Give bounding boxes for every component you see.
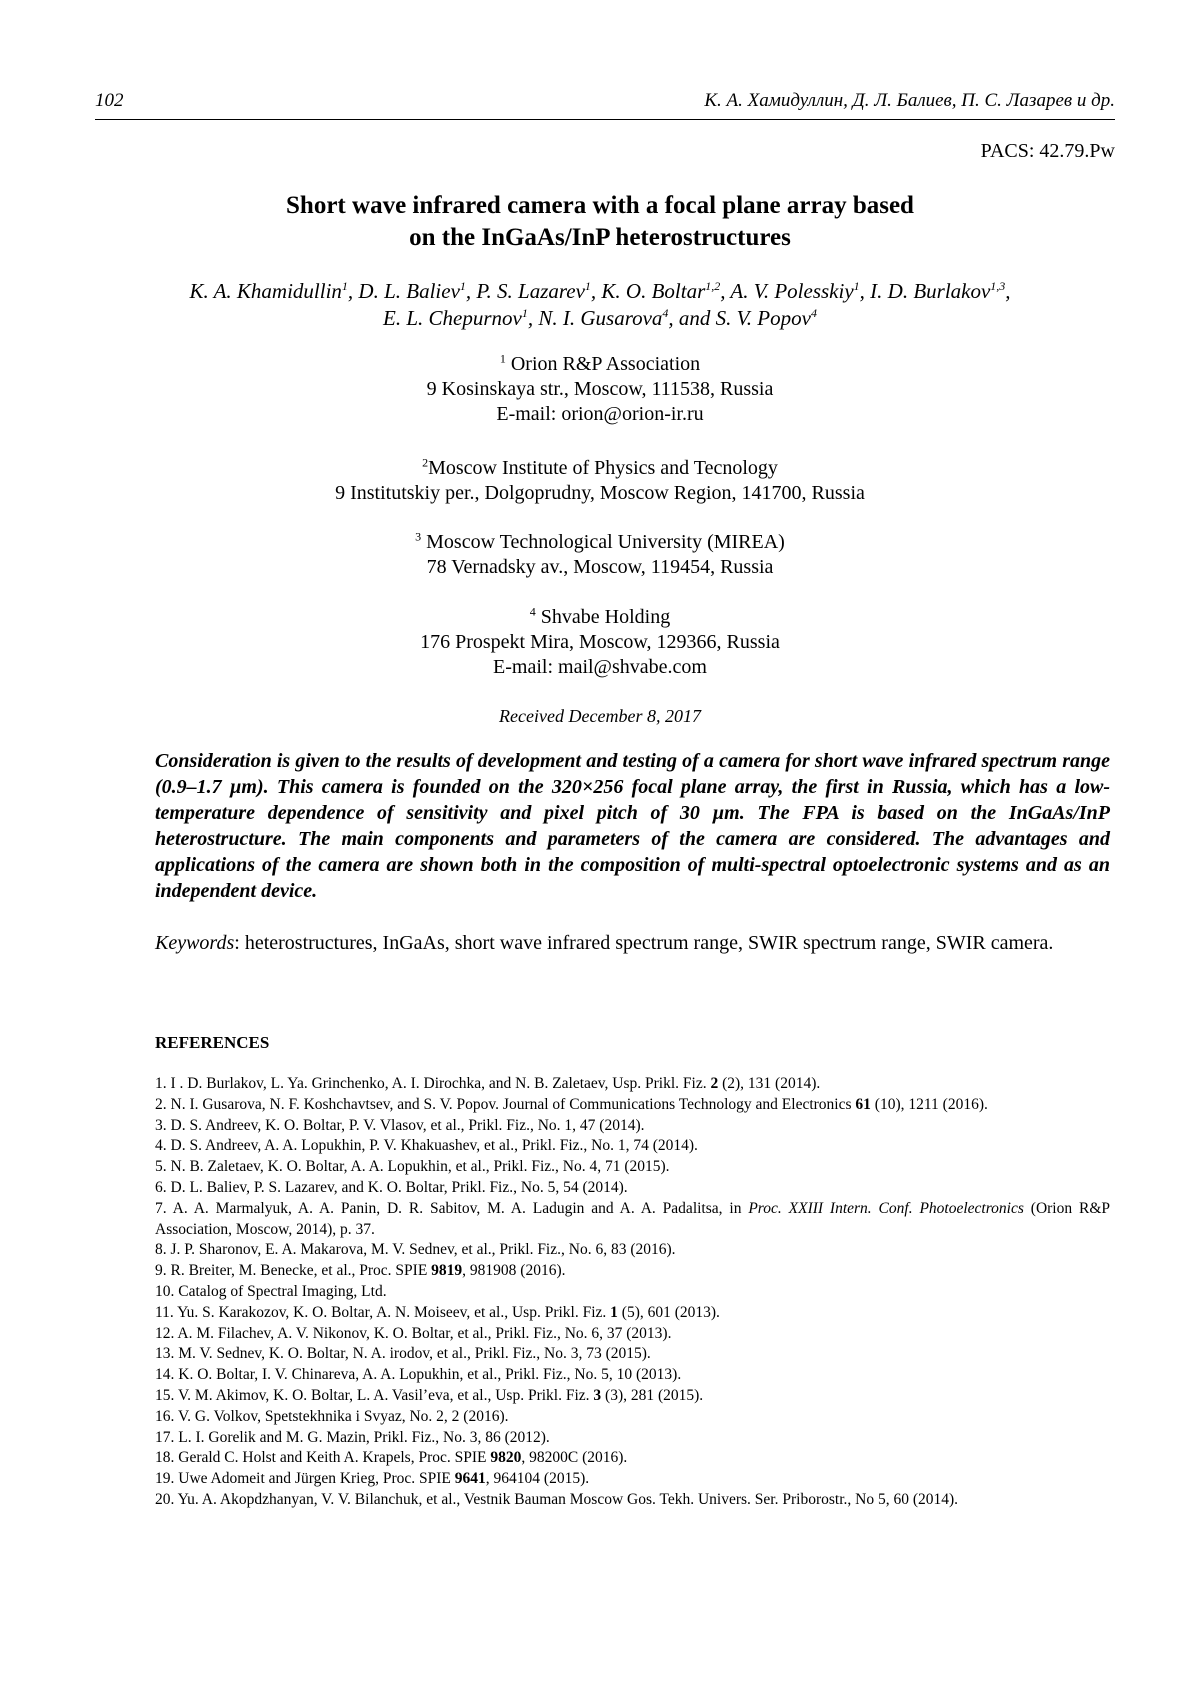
reference-text: 12. A. M. Filachev, A. V. Nikonov, K. O. Boltar, et al., Prikl. Fiz., No. 6, 37 (2013). (155, 1324, 672, 1342)
references-heading: REFERENCES (155, 1033, 270, 1052)
affiliation-4 (100, 605, 1100, 680)
affiliation-2 (100, 456, 1100, 506)
author-line-2: E. L. Chepurnov$^1$, N. I. Gusarova$^4$, and S. V. Popov$^4$ (383, 306, 817, 330)
affiliation-1 (100, 352, 1100, 427)
affiliation-number: 1 (499, 351, 506, 366)
reference-text: 2 (710, 1075, 719, 1092)
reference-text: , 98200C (2016). (521, 1449, 628, 1467)
page-number: 102 (95, 90, 124, 111)
author-line-1: K. A. Khamidullin$^1$, D. L. Baliev$^1$, P. S. Lazarev$^1$, K. O. Boltar$^{1,2}$, A. V. Polesskiy$^1$, I. D. Burlakov$^{1,3}$, (189, 279, 1011, 303)
reference-text: 3 (593, 1386, 602, 1404)
reference-text: 9819 (431, 1262, 463, 1280)
reference-item (155, 1095, 1110, 1116)
reference-text: 4. D. S. Andreev, A. A. Lopukhin, P. V. Khakuashev, et al., Prikl. Fiz., No. 1, 74 (2014). (155, 1137, 698, 1155)
reference-text: (2), 131 (2014). (718, 1075, 821, 1092)
reference-item (155, 1074, 1110, 1095)
affiliation-email: E-mail: mail@shvabe.com (493, 656, 707, 678)
reference-text: 9641 (454, 1470, 486, 1488)
author-affiliation: 1 (459, 279, 466, 293)
reference-item (155, 1116, 1110, 1137)
affiliation-address: 9 Kosinskaya str., Moscow, 111538, Russia (426, 378, 774, 400)
reference-text: Proc. XXIII Intern. Conf. Photoelectronics (748, 1199, 1024, 1217)
reference-text: (10), 1211 (2016). (870, 1095, 988, 1113)
affiliation-3 (100, 530, 1100, 580)
affiliation-name: Moscow Technological University (MIREA) (426, 531, 785, 553)
reference-text: 15. V. M. Akimov, K. O. Boltar, L. A. Vasil’eva, et al., Usp. Prikl. Fiz. (155, 1386, 594, 1404)
author-affiliation: 1 (521, 306, 528, 320)
reference-text: (3), 281 (2015). (601, 1386, 704, 1404)
reference-text: (Orion R&P Association, Moscow, 2014), p. 37. (155, 1199, 1110, 1238)
author-name: K. O. Boltar (601, 279, 706, 303)
reference-item (155, 1261, 1110, 1282)
author-name: A. V. Polesskiy (730, 279, 854, 303)
reference-item (155, 1136, 1110, 1157)
reference-item (155, 1324, 1110, 1345)
reference-item (155, 1386, 1110, 1407)
keywords-label: Keywords (155, 932, 235, 954)
received-date: Received December 8, 2017 (499, 706, 701, 726)
affiliation-address: 78 Vernadsky av., Moscow, 119454, Russia (426, 556, 774, 578)
pacs-code: PACS: 42.79.Pw (980, 140, 1115, 162)
author-affiliation: 4 (810, 306, 817, 320)
author-affiliation: 1,3 (990, 279, 1006, 293)
keywords-text: : heterostructures, InGaAs, short wave infrared spectrum range, SWIR spectrum range, SWIR camera. (234, 932, 1054, 954)
reference-item (155, 1178, 1110, 1199)
reference-text: 19. Uwe Adomeit and Jürgen Krieg, Proc. SPIE (155, 1470, 455, 1488)
reference-item (155, 1365, 1110, 1386)
author-affiliation: 1 (341, 279, 348, 293)
reference-text: 17. L. I. Gorelik and M. G. Mazin, Prikl. Fiz., No. 3, 86 (2012). (155, 1428, 550, 1446)
affiliation-address: 176 Prospekt Mira, Moscow, 129366, Russia (420, 631, 780, 653)
reference-text: 20. Yu. A. Akopdzhanyan, V. V. Bilanchuk, et al., Vestnik Bauman Moscow Gos. Tekh. Univers. Ser. Priborostr., No 5, 60 (2014). (155, 1490, 959, 1508)
reference-text: 5. N. B. Zaletaev, K. O. Boltar, A. A. Lopukhin, et al., Prikl. Fiz., No. 4, 71 (2015). (155, 1158, 670, 1176)
affiliation-number: 2 (422, 455, 429, 470)
reference-text: 8. J. P. Sharonov, E. A. Makarova, M. V. Sednev, et al., Prikl. Fiz., No. 6, 83 (2016). (155, 1241, 676, 1259)
author-name: D. L. Baliev (358, 279, 460, 303)
author-affiliation: 4 (662, 306, 669, 320)
author-affiliation: 1 (853, 279, 860, 293)
affiliation-name: Orion R&P Association (510, 353, 701, 375)
reference-text: , 981908 (2016). (462, 1262, 566, 1280)
reference-item (155, 1157, 1110, 1178)
author-name: E. L. Chepurnov (383, 306, 522, 330)
author-name: N. I. Gusarova (538, 306, 663, 330)
reference-text: 13. M. V. Sednev, K. O. Boltar, N. A. irodov, et al., Prikl. Fiz., No. 3, 73 (2015). (155, 1345, 651, 1363)
reference-text: 6. D. L. Baliev, P. S. Lazarev, and K. O. Boltar, Prikl. Fiz., No. 5, 54 (2014). (155, 1178, 628, 1196)
reference-text: 61 (855, 1095, 871, 1113)
reference-item (155, 1303, 1110, 1324)
affiliation-name: Moscow Institute of Physics and Tecnology (428, 457, 778, 479)
reference-text: 9820 (490, 1449, 522, 1467)
reference-list (155, 1074, 1110, 1511)
reference-item (155, 1240, 1110, 1261)
reference-item (155, 1407, 1110, 1428)
reference-text: 11. Yu. S. Karakozov, K. O. Boltar, A. N. Moiseev, et al., Usp. Prikl. Fiz. (155, 1303, 611, 1321)
abstract: Consideration is given to the results of development and testing of a camera for short wave infrared spectrum range (0.9–1.7 µm). This camera is founded on the 320×256 focal plane array, the first in Russia, which has a low-temperature dependence of sensitivity and pixel pitch of 30 µm. The FPA is based on the InGaAs/InP heterostructure. The main components and parameters of the camera are considered. The advantages and applications of the camera are shown both in the composition of multi-spectral optoelectronic systems and as an independent device. (155, 750, 1110, 902)
reference-item (155, 1428, 1110, 1449)
reference-item (155, 1344, 1110, 1365)
reference-text: 14. K. O. Boltar, I. V. Chinareva, A. A. Lopukhin, et al., Prikl. Fiz., No. 5, 10 (2013). (155, 1366, 682, 1384)
author-name: I. D. Burlakov (870, 279, 991, 303)
reference-item (155, 1282, 1110, 1303)
reference-text: 9. R. Breiter, M. Benecke, et al., Proc. SPIE (155, 1262, 432, 1280)
affiliation-number: 3 (415, 529, 422, 544)
reference-item (155, 1469, 1110, 1490)
reference-item (155, 1199, 1110, 1241)
paper-title-line-1: Short wave infrared camera with a focal plane array based (286, 192, 914, 219)
reference-text: (5), 601 (2013). (617, 1303, 720, 1321)
affiliation-number: 4 (529, 604, 536, 619)
reference-item (155, 1448, 1110, 1469)
author-name: P. S. Lazarev (476, 279, 585, 303)
running-header (95, 90, 1115, 120)
reference-text: , 964104 (2015). (485, 1470, 590, 1488)
author-list (80, 278, 1120, 332)
paper-title-line-2: on the InGaAs/InP heterostructures (409, 224, 791, 251)
reference-text: 1 (610, 1303, 618, 1321)
reference-text: 1. I . D. Burlakov, L. Ya. Grinchenko, A. I. Dirochka, and N. B. Zaletaev, Usp. Prikl. Fiz. (155, 1075, 711, 1092)
reference-item (155, 1490, 1110, 1511)
author-name: K. A. Khamidullin (189, 279, 342, 303)
reference-text: 7. A. A. Marmalyuk, A. A. Panin, D. R. Sabitov, M. A. Ladugin and A. A. Padalitsa, in (155, 1199, 749, 1217)
affiliation-email: E-mail: orion@orion-ir.ru (496, 403, 704, 425)
reference-text: 3. D. S. Andreev, K. O. Boltar, P. V. Vlasov, et al., Prikl. Fiz., No. 1, 47 (2014). (155, 1116, 645, 1134)
reference-text: 10. Catalog of Spectral Imaging, Ltd. (155, 1282, 387, 1300)
running-authors: К. А. Хамидуллин, Д. Л. Балиев, П. С. Лазарев и др. (704, 90, 1115, 111)
affiliation-address: 9 Institutskiy per., Dolgoprudny, Moscow Region, 141700, Russia (335, 482, 865, 504)
paper-title (100, 190, 1100, 254)
reference-text: 2. N. I. Gusarova, N. F. Koshchavtsev, and S. V. Popov. Journal of Communications Technology and Electronics (155, 1095, 856, 1113)
keywords (155, 930, 1110, 956)
author-affiliation: 1 (584, 279, 591, 293)
reference-text: 18. Gerald C. Holst and Keith A. Krapels, Proc. SPIE (155, 1449, 491, 1467)
affiliation-name: Shvabe Holding (540, 606, 671, 628)
reference-text: 16. V. G. Volkov, Spetstekhnika i Svyaz, No. 2, 2 (2016). (155, 1407, 509, 1425)
author-name: and S. V. Popov (678, 306, 811, 330)
author-affiliation: 1,2 (705, 279, 721, 293)
